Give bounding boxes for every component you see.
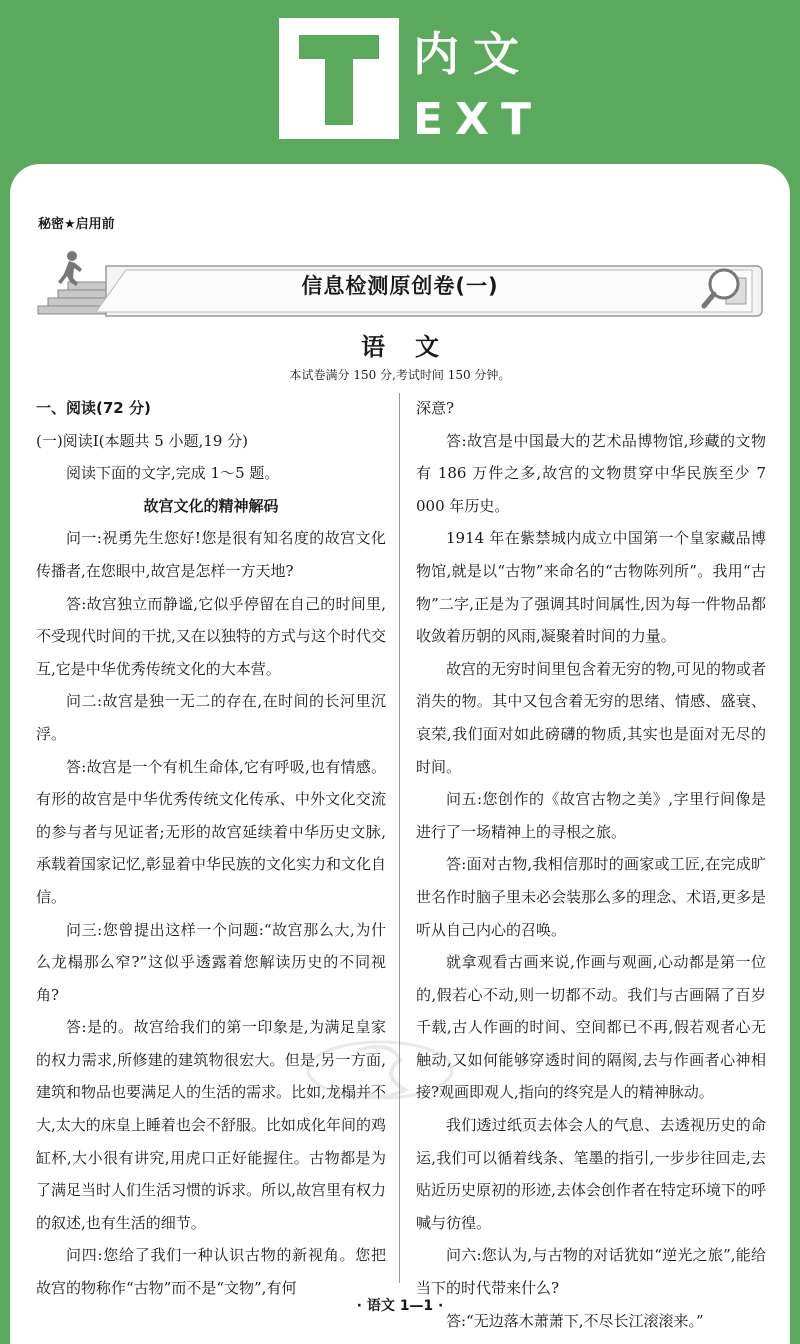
header-title-en: EXT [413, 94, 543, 145]
paragraph: 问六:您认为,与古物的对话犹如“逆光之旅”,能给当下的时代带来什么? [416, 1246, 766, 1298]
paragraph: 问四:您给了我们一种认识古物的新视角。您把故宫的物称作“古物”而不是“文物”,有何 [36, 1246, 386, 1298]
subject-title: 语文 [361, 333, 469, 361]
paragraph: 答:是的。故宫给我们的第一印象是,为满足皇家的权力需求,所修建的建筑物很宏大。但是,另一方面,建筑和物品也要满足人的生活的需求。比如,龙榻并不大,太大的床皇上睡着也会不舒服。比如成化年间的鸡缸杯,大小很有讲究,用虎口正好能握住。古物都是为了满足当时人们生活习惯的诉求。所以,故宫里有权力的叙述,也有生活的细节。 [36, 1018, 386, 1232]
column-divider [399, 393, 400, 1283]
article-title: 故宫文化的精神解码 [143, 496, 279, 515]
paragraph: 答:面对古物,我相信那时的画家或工匠,在完成旷世名作时脑子里未必会装那么多的理念、术语,更多是听从自己内心的召唤。 [416, 855, 766, 939]
paragraph: 答:故宫是一个有机生命体,它有呼吸,也有情感。有形的故宫是中华优秀传统文化传承、中外文化交流的参与者与见证者;无形的故宫延续着中华历史文脉,承载着国家记忆,彰显着中华民族的文化实力和文化自信。 [36, 757, 386, 906]
paragraph: 我们透过纸页去体会人的气息、去透视历史的命运,我们可以循着线条、笔墨的指引,一步步往回走,去贴近历史原初的形迹,去体会创作者在特定环境下的呼喊与彷徨。 [416, 1116, 766, 1232]
paragraph: 问三:您曾提出这样一个问题:“故宫那么大,为什么龙榻那么窄?”这似乎透露着您解读历史的不同视角? [36, 920, 386, 1004]
paragraph: 就拿观看古画来说,作画与观画,心动都是第一位的,假若心不动,则一切都不动。我们与古画隔了百岁千载,古人作画的时间、空间都已不再,假若观者心无触动,又如何能够穿透时间的隔阂,去与作画者心神相接?观画即观人,指向的终究是人的精神脉动。 [416, 953, 766, 1102]
paragraph: 深意? [416, 399, 455, 417]
exam-note: 本试卷满分 150 分,考试时间 150 分钟。 [289, 368, 511, 382]
paragraph: 答:故宫是中国最大的艺术品博物馆,珍藏的文物有 186 万件之多,故宫的文物贯穿中华民族至少 7 000 年历史。 [416, 431, 766, 515]
paragraph: 答:故宫独立而静谧,它似乎停留在自己的时间里,不受现代时间的干扰,又在以独特的方式与这个时代交互,它是中华优秀传统文化的大本营。 [36, 594, 386, 678]
paragraph: 问二:故宫是独一无二的存在,在时间的长河里沉浮。 [36, 692, 386, 743]
header-title-cn: 内文 [413, 27, 533, 81]
paragraph: 故宫的无穷时间里包含着无穷的物,可见的物或者消失的物。其中又包含着无穷的思绪、情感、盛衰、哀荣,我们面对如此磅礴的物质,其实也是面对无尽的时间。 [416, 659, 766, 776]
secret-label: 秘密★启用前 [38, 217, 115, 232]
subsection-heading: (一)阅读Ⅰ(本题共 5 小题,19 分) [36, 431, 249, 450]
section-heading: 一、阅读(72 分) [36, 399, 151, 417]
paragraph: 答:“无边落木萧萧下,不尽长江滚滚来。” [446, 1311, 704, 1330]
instruction: 阅读下面的文字,完成 1～5 题。 [66, 464, 280, 483]
paragraph: 1914 年在紫禁城内成立中国第一个皇家藏品博物馆,就是以“古物”来命名的“古物陈列所”。我用“古物”二字,正是为了强调其时间属性,因为每一件物品都收敛着历朝的风雨,凝聚着时间的力量。 [416, 529, 766, 646]
watermark-logo [300, 1035, 460, 1105]
paragraph: 问一:祝勇先生您好!您是很有知名度的故宫文化传播者,在您眼中,故宫是怎样一方天地? [36, 529, 386, 580]
left-column [36, 392, 386, 1305]
page-footer: · 语文 1—1 · [356, 1298, 444, 1314]
paragraph: 问五:您创作的《故宫古物之美》,字里行间像是进行了一场精神上的寻根之旅。 [416, 790, 766, 841]
banner-title: 信息检测原创卷(一) [301, 274, 499, 298]
header-logo [279, 18, 399, 139]
right-column [416, 392, 766, 1337]
logo-t-letter [279, 18, 399, 139]
